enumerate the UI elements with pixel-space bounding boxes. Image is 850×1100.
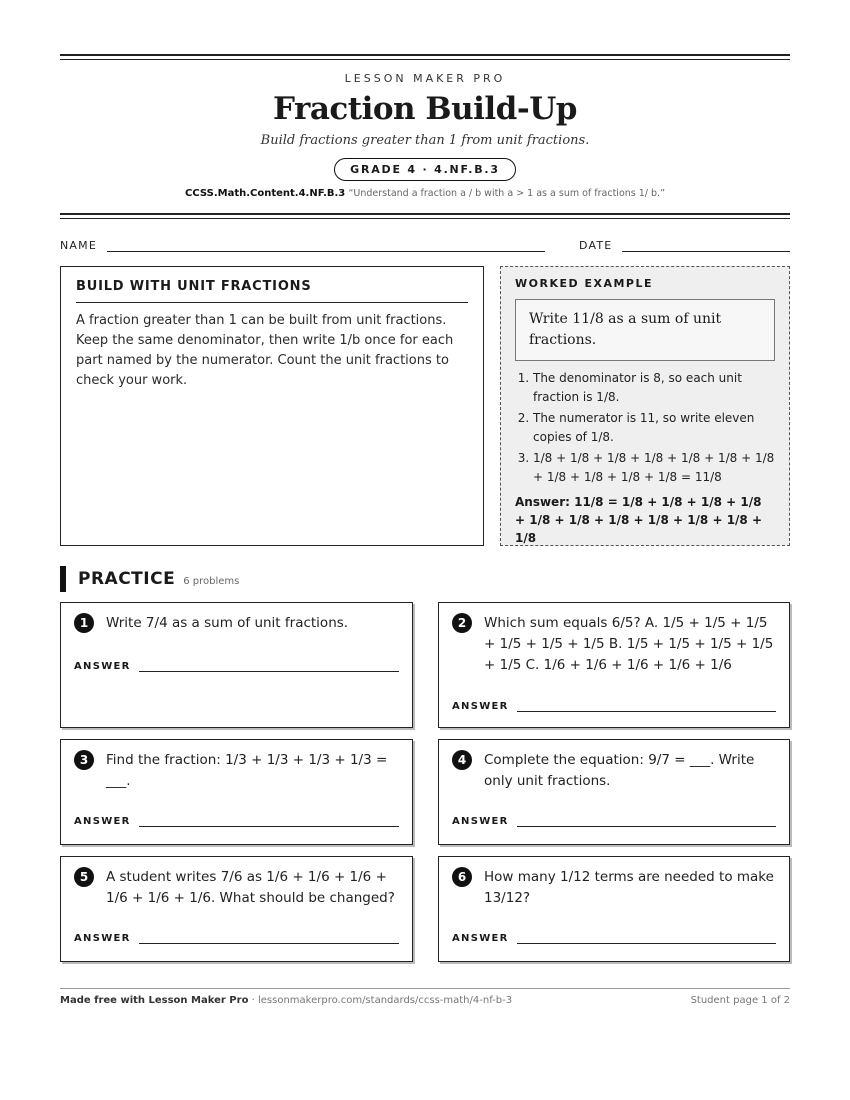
lesson-box bbox=[60, 266, 484, 546]
problem-card bbox=[438, 856, 790, 962]
practice-title: PRACTICE bbox=[78, 569, 176, 589]
answer-field[interactable] bbox=[517, 701, 776, 712]
problem-text: Which sum equals 6/5? A. 1/5 + 1/5 + 1/5 + 1/5 + 1/5 + 1/5 B. 1/5 + 1/5 + 1/5 + 1/5 + 1/5 C. 1/6 + 1/6 + 1/6 + 1/6 + 1/6 bbox=[484, 615, 774, 673]
footer-page-number: Student page 1 of 2 bbox=[690, 995, 790, 1006]
standard-quote: “Understand a fraction a / b with a > 1 as a sum of fractions 1/ b.” bbox=[348, 188, 665, 199]
answer-field[interactable] bbox=[139, 661, 399, 672]
problem-number: 1 bbox=[74, 613, 94, 633]
worked-example-step: 2. The numerator is 11, so write eleven copies of 1/8. bbox=[533, 409, 775, 447]
answer-label: ANSWER bbox=[74, 933, 131, 944]
problem-card bbox=[60, 856, 413, 962]
worked-example-step: 1. The denominator is 8, so each unit fraction is 1/8. bbox=[533, 369, 775, 407]
problem-number: 3 bbox=[74, 750, 94, 770]
worked-example-box bbox=[500, 266, 790, 546]
problem-card bbox=[438, 739, 790, 845]
problem-card bbox=[60, 739, 413, 845]
standard-code: CCSS.Math.Content.4.NF.B.3 bbox=[185, 188, 346, 199]
lesson-body: A fraction greater than 1 can be built from unit fractions. Keep the same denominator, then write 1/b once for each part named by the numerator. Count the unit fractions to check your work. bbox=[76, 313, 454, 388]
problem-text: Write 7/4 as a sum of unit fractions. bbox=[106, 615, 349, 631]
problem-number: 6 bbox=[452, 867, 472, 887]
answer-label: ANSWER bbox=[452, 701, 509, 712]
problem-card bbox=[60, 602, 413, 728]
intro-boxes bbox=[60, 266, 790, 546]
worked-example-heading: WORKED EXAMPLE bbox=[515, 277, 653, 290]
problem-text: Complete the equation: 9/7 = ___. Write only unit fractions. bbox=[484, 752, 755, 789]
name-label: NAME bbox=[60, 239, 97, 252]
footer-url[interactable]: · lessonmakerpro.com/standards/ccss-math/4-nf-b-3 bbox=[248, 995, 513, 1006]
problem-number: 5 bbox=[74, 867, 94, 887]
problem-text: A student writes 7/6 as 1/6 + 1/6 + 1/6 + 1/6 + 1/6 + 1/6. What should be changed? bbox=[106, 869, 395, 906]
problem-number: 2 bbox=[452, 613, 472, 633]
worked-example-step: 3. 1/8 + 1/8 + 1/8 + 1/8 + 1/8 + 1/8 + 1/8 + 1/8 + 1/8 + 1/8 + 1/8 = 11/8 bbox=[533, 449, 775, 487]
problem-card bbox=[438, 602, 790, 728]
answer-field[interactable] bbox=[517, 933, 776, 944]
footer-credit bbox=[60, 995, 512, 1006]
date-label: DATE bbox=[579, 239, 613, 252]
answer-label: ANSWER bbox=[452, 933, 509, 944]
worksheet-header bbox=[60, 60, 790, 199]
practice-grid bbox=[60, 602, 790, 973]
practice-heading bbox=[60, 566, 790, 592]
worked-example-steps bbox=[515, 369, 775, 487]
worksheet-subtitle: Build fractions greater than 1 from unit fractions. bbox=[260, 133, 590, 148]
footer-made-with: Made free with Lesson Maker Pro bbox=[60, 995, 249, 1006]
problem-number: 4 bbox=[452, 750, 472, 770]
name-field[interactable] bbox=[107, 239, 545, 252]
practice-count: 6 problems bbox=[183, 576, 240, 587]
problem-text: Find the fraction: 1/3 + 1/3 + 1/3 + 1/3 = ___. bbox=[106, 752, 388, 789]
answer-field[interactable] bbox=[139, 816, 399, 827]
standard-line bbox=[60, 188, 790, 199]
page-footer bbox=[60, 988, 790, 1006]
worksheet-title: Fraction Build-Up bbox=[273, 91, 577, 127]
lesson-heading: BUILD WITH UNIT FRACTIONS bbox=[76, 279, 468, 303]
answer-label: ANSWER bbox=[74, 816, 131, 827]
answer-label: ANSWER bbox=[452, 816, 509, 827]
brand-name: LESSON MAKER PRO bbox=[344, 72, 506, 85]
answer-label: ANSWER bbox=[74, 661, 131, 672]
answer-field[interactable] bbox=[139, 933, 399, 944]
worksheet-page bbox=[60, 54, 790, 973]
date-field[interactable] bbox=[622, 239, 790, 252]
grade-badge: GRADE 4 · 4.NF.B.3 bbox=[334, 158, 516, 181]
problem-text: How many 1/12 terms are needed to make 13/12? bbox=[484, 869, 774, 906]
name-date-row bbox=[60, 239, 790, 252]
answer-field[interactable] bbox=[517, 816, 776, 827]
worked-example-answer: Answer: 11/8 = 1/8 + 1/8 + 1/8 + 1/8 + 1/8 + 1/8 + 1/8 + 1/8 + 1/8 + 1/8 + 1/8 bbox=[515, 495, 763, 545]
worked-example-problem: Write 11/8 as a sum of unit fractions. bbox=[515, 299, 775, 361]
header-bottom-rule bbox=[60, 213, 790, 219]
